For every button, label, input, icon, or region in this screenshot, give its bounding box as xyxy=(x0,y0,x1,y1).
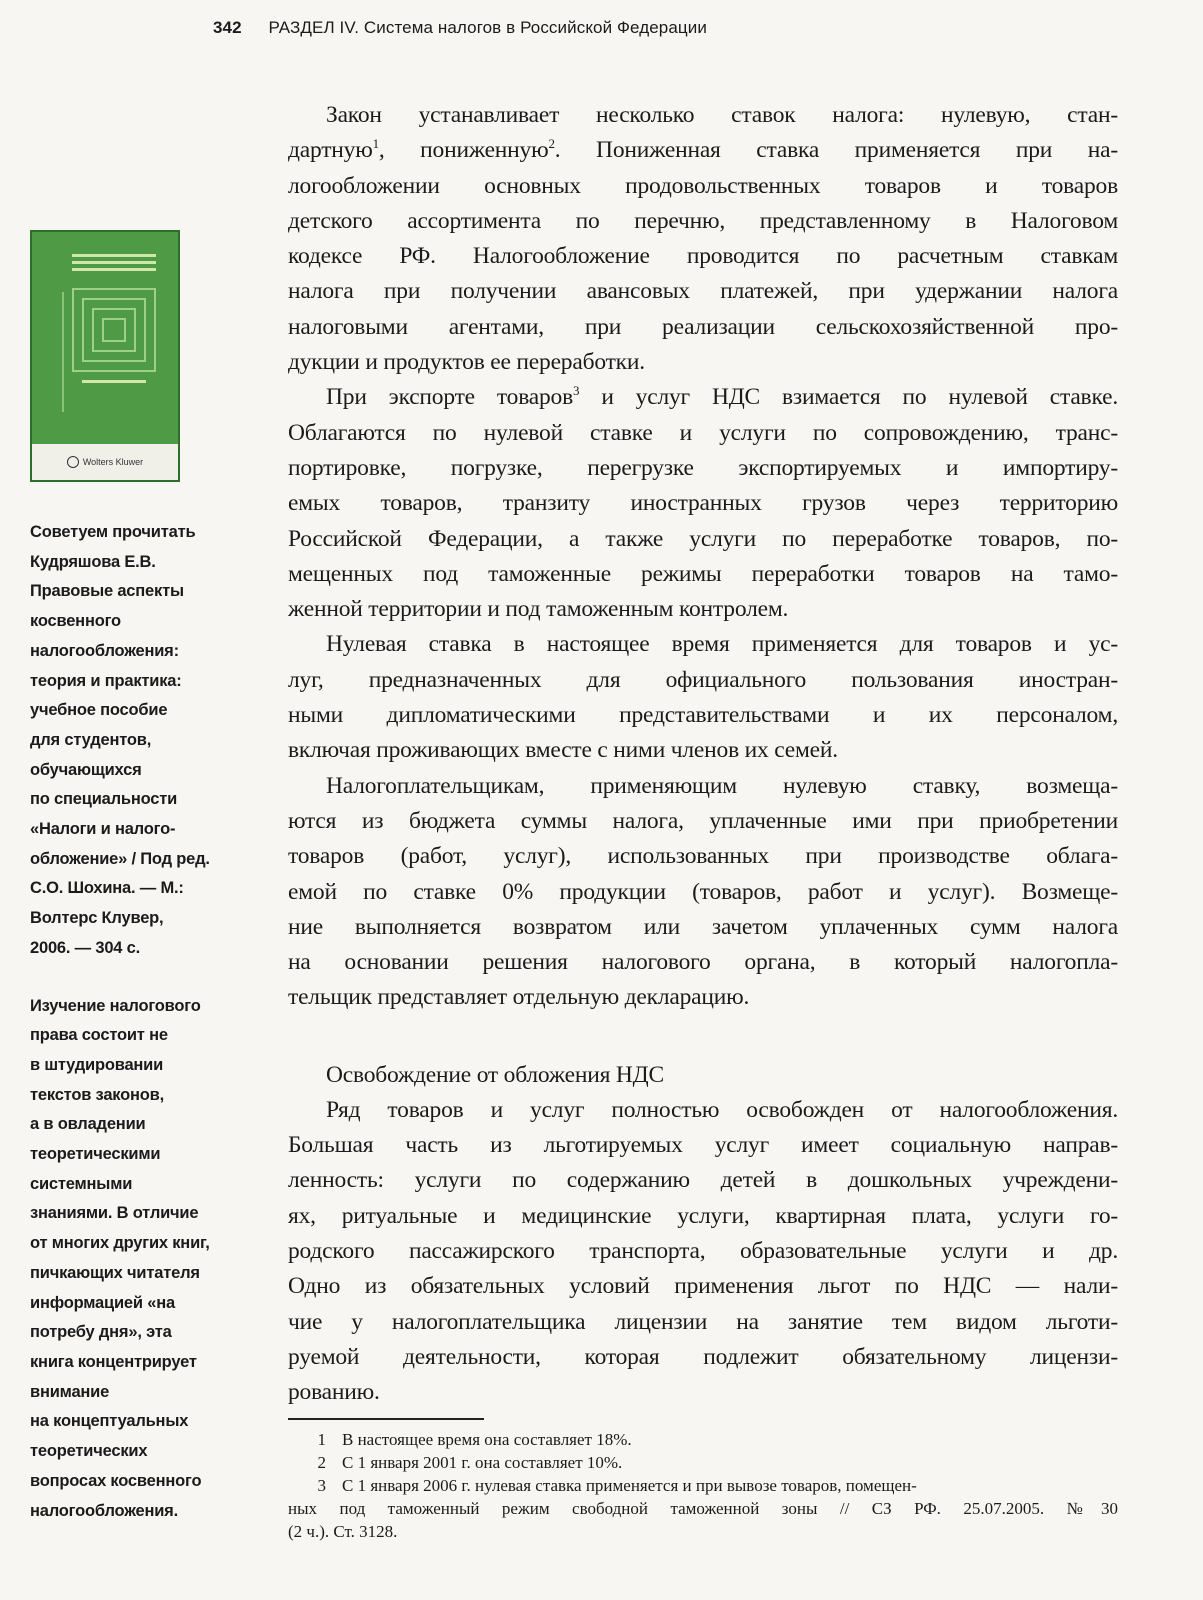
cover-maze-graphic xyxy=(72,288,156,372)
note-line: информацией «на xyxy=(30,1293,175,1312)
note-line: а в овладении xyxy=(30,1115,146,1134)
text-line: Большая часть из льготируемых услуг имеет социальную направ- xyxy=(288,1132,1118,1159)
text-line: женной территории и под таможенным контролем. xyxy=(288,596,789,623)
note-line: текстов законов, xyxy=(30,1085,164,1104)
footnote-number: 3 xyxy=(317,1476,326,1495)
text-run: , пониженную xyxy=(378,137,549,164)
text-line: портировке, погрузке, перегрузке экспортируемых и импортиру- xyxy=(288,454,1118,481)
note-line: внимание xyxy=(30,1382,110,1401)
footnote-divider xyxy=(288,1418,484,1420)
note-line: Изучение налогового xyxy=(30,996,201,1015)
note-line: вопросах косвенного xyxy=(30,1471,202,1490)
footnote-ref[interactable]: 2 xyxy=(548,136,555,152)
book-cover-image xyxy=(30,230,180,482)
recommended-reading xyxy=(30,518,270,964)
note-line: теоретическими xyxy=(30,1145,161,1164)
text-line: Одно из обязательных условий применения льгот по НДС — нали- xyxy=(288,1273,1118,1300)
recommend-line: по специальности xyxy=(30,790,178,809)
note-line: права состоит не xyxy=(30,1026,168,1045)
text-line: руемой деятельности, которая подлежит обязательному лицензи- xyxy=(288,1343,1118,1370)
note-line: книга концентрирует xyxy=(30,1352,197,1371)
paragraph-refund xyxy=(288,769,1118,1016)
text-line: луг, предназначенных для официального пользования иностран- xyxy=(288,666,1118,693)
text-line: мещенных под таможенные режимы переработки товаров на тамо- xyxy=(288,560,1118,587)
note-line: теоретических xyxy=(30,1442,148,1461)
note-line: налогообложения. xyxy=(30,1501,178,1520)
text-line: ются из бюджета суммы налога, уплаченные ими при приобретении xyxy=(288,807,1118,834)
footnotes xyxy=(288,1428,1118,1543)
paragraph-rates xyxy=(288,98,1118,380)
text-line: включая проживающих вместе с ними членов их семей. xyxy=(288,737,838,764)
text-line: кодексе РФ. Налогообложение проводится по расчетным ставкам xyxy=(288,243,1118,270)
footnote-number: 2 xyxy=(317,1453,326,1472)
text-line: родского пассажирского транспорта, образовательные услуги и др. xyxy=(288,1237,1118,1264)
recommend-line: теория и практика: xyxy=(30,671,182,690)
text-line: рованию. xyxy=(288,1379,380,1406)
text-line: Нулевая ставка в настоящее время применяется для товаров и ус- xyxy=(326,631,1118,658)
text-line: налоговыми агентами, при реализации сельскохозяйственной про- xyxy=(288,313,1118,340)
paragraph-diplomatic xyxy=(288,627,1118,768)
sidebar-note xyxy=(30,992,270,1527)
text-run: . Пониженная ставка применяется при на- xyxy=(554,137,1118,164)
text-run: При экспорте товаров xyxy=(326,384,574,411)
text-line xyxy=(288,380,1118,415)
sidebar xyxy=(30,230,270,1526)
text-line xyxy=(288,133,1118,168)
text-line: тельщик представляет отдельную декларацию. xyxy=(288,984,750,1011)
running-head xyxy=(213,18,707,38)
recommend-line: Волтерс Клувер, xyxy=(30,909,164,928)
text-line: Налогоплательщикам, применяющим нулевую ставку, возмеща- xyxy=(326,772,1118,799)
text-line: детского ассортимента по перечню, представленному в Налоговом xyxy=(288,207,1118,234)
text-line: ях, ритуальные и медицинские услуги, квартирная плата, услуги го- xyxy=(288,1202,1118,1229)
section-title: РАЗДЕЛ IV. Система налогов в Российской Федерации xyxy=(268,18,707,37)
recommend-line: учебное пособие xyxy=(30,701,168,720)
note-line: от многих других книг, xyxy=(30,1234,210,1253)
footnote-text: С 1 января 2006 г. нулевая ставка применяется и при вывозе товаров, помещен- xyxy=(342,1476,917,1495)
footnote-3-end: (2 ч.). Ст. 3128. xyxy=(288,1522,398,1541)
note-line: потребу дня», эта xyxy=(30,1323,172,1342)
main-text xyxy=(288,98,1118,1410)
text-line: товаров (работ, услуг), использованных при производстве облага- xyxy=(288,843,1118,870)
recommend-line: для студентов, xyxy=(30,730,152,749)
footnote-2 xyxy=(288,1451,1118,1474)
recommend-line: 2006. — 304 с. xyxy=(30,938,141,957)
cover-spine-mark xyxy=(62,292,64,412)
text-line: чие у налогоплательщика лицензии на занятие тем видом льготи- xyxy=(288,1308,1118,1335)
paragraph-export xyxy=(288,380,1118,627)
recommend-line: «Налоги и налого- xyxy=(30,820,176,839)
section-heading: Освобождение от обложения НДС xyxy=(326,1061,664,1088)
recommend-line: Советуем прочитать xyxy=(30,523,196,541)
recommend-line: налогообложения: xyxy=(30,641,179,660)
text-run: дартную xyxy=(288,137,373,164)
cover-subtitle-line xyxy=(82,380,146,383)
text-line: ленность: услуги по содержанию детей в дошкольных учреждени- xyxy=(288,1167,1118,1194)
text-line: Российской Федерации, а также услуги по переработке товаров, по- xyxy=(288,525,1118,552)
note-line: знаниями. В отличие xyxy=(30,1204,199,1223)
text-line: емой по ставке 0% продукции (товаров, работ и услуг). Возмеще- xyxy=(288,878,1118,905)
footnote-3 xyxy=(288,1474,1118,1497)
footnote-ref[interactable]: 3 xyxy=(573,383,580,399)
recommend-line: С.О. Шохина. — М.: xyxy=(30,879,184,898)
note-line: системными xyxy=(30,1174,133,1193)
note-line: пичкающих читателя xyxy=(30,1263,200,1282)
footnote-1 xyxy=(288,1428,1118,1451)
text-line: логообложении основных продовольственных товаров и товаров xyxy=(288,172,1118,199)
text-line: емых товаров, транзиту иностранных грузов через территорию xyxy=(288,490,1118,517)
recommend-line: Правовые аспекты xyxy=(30,582,184,601)
recommend-line: Кудряшова Е.В. xyxy=(30,552,156,571)
cover-title-lines xyxy=(72,254,156,284)
text-line: Облагаются по нулевой ставке и услуги по сопровождению, транс- xyxy=(288,419,1118,446)
publisher-logo-icon xyxy=(67,456,79,468)
cover-publisher xyxy=(32,444,178,480)
page-number: 342 xyxy=(213,18,242,37)
text-run: и услуг НДС взимается по нулевой ставке. xyxy=(579,384,1118,411)
text-line: на основании решения налогового органа, в который налогопла- xyxy=(288,949,1118,976)
footnote-ref[interactable]: 1 xyxy=(372,136,379,152)
text-line: Ряд товаров и услуг полностью освобожден от налогообложения. xyxy=(326,1096,1118,1123)
publisher-name: Wolters Kluwer xyxy=(82,457,144,467)
footnote-text: С 1 января 2001 г. она составляет 10%. xyxy=(342,1453,623,1472)
paragraph-exemption xyxy=(288,1093,1118,1411)
footnote-3-cont: ных под таможенный режим свободной таможенной зоны // СЗ РФ. 25.07.2005. №30 xyxy=(288,1499,1118,1518)
recommend-line: обложение» / Под ред. xyxy=(30,849,210,868)
note-line: в штудировании xyxy=(30,1055,164,1074)
note-line: на концептуальных xyxy=(30,1412,189,1431)
recommend-line: косвенного xyxy=(30,612,121,631)
recommend-line: обучающихся xyxy=(30,760,142,779)
text-line: налога при получении авансовых платежей, при удержании налога xyxy=(288,278,1118,305)
text-line: дукции и продуктов ее переработки. xyxy=(288,349,645,376)
footnote-text: В настоящее время она составляет 18%. xyxy=(342,1430,632,1449)
text-line: ние выполняется возвратом или зачетом уплаченных сумм налога xyxy=(288,913,1118,940)
footnote-number: 1 xyxy=(317,1430,326,1449)
text-line: ными дипломатическими представительствами и их персоналом, xyxy=(288,702,1118,729)
text-line: Закон устанавливает несколько ставок налога: нулевую, стан- xyxy=(326,102,1118,128)
